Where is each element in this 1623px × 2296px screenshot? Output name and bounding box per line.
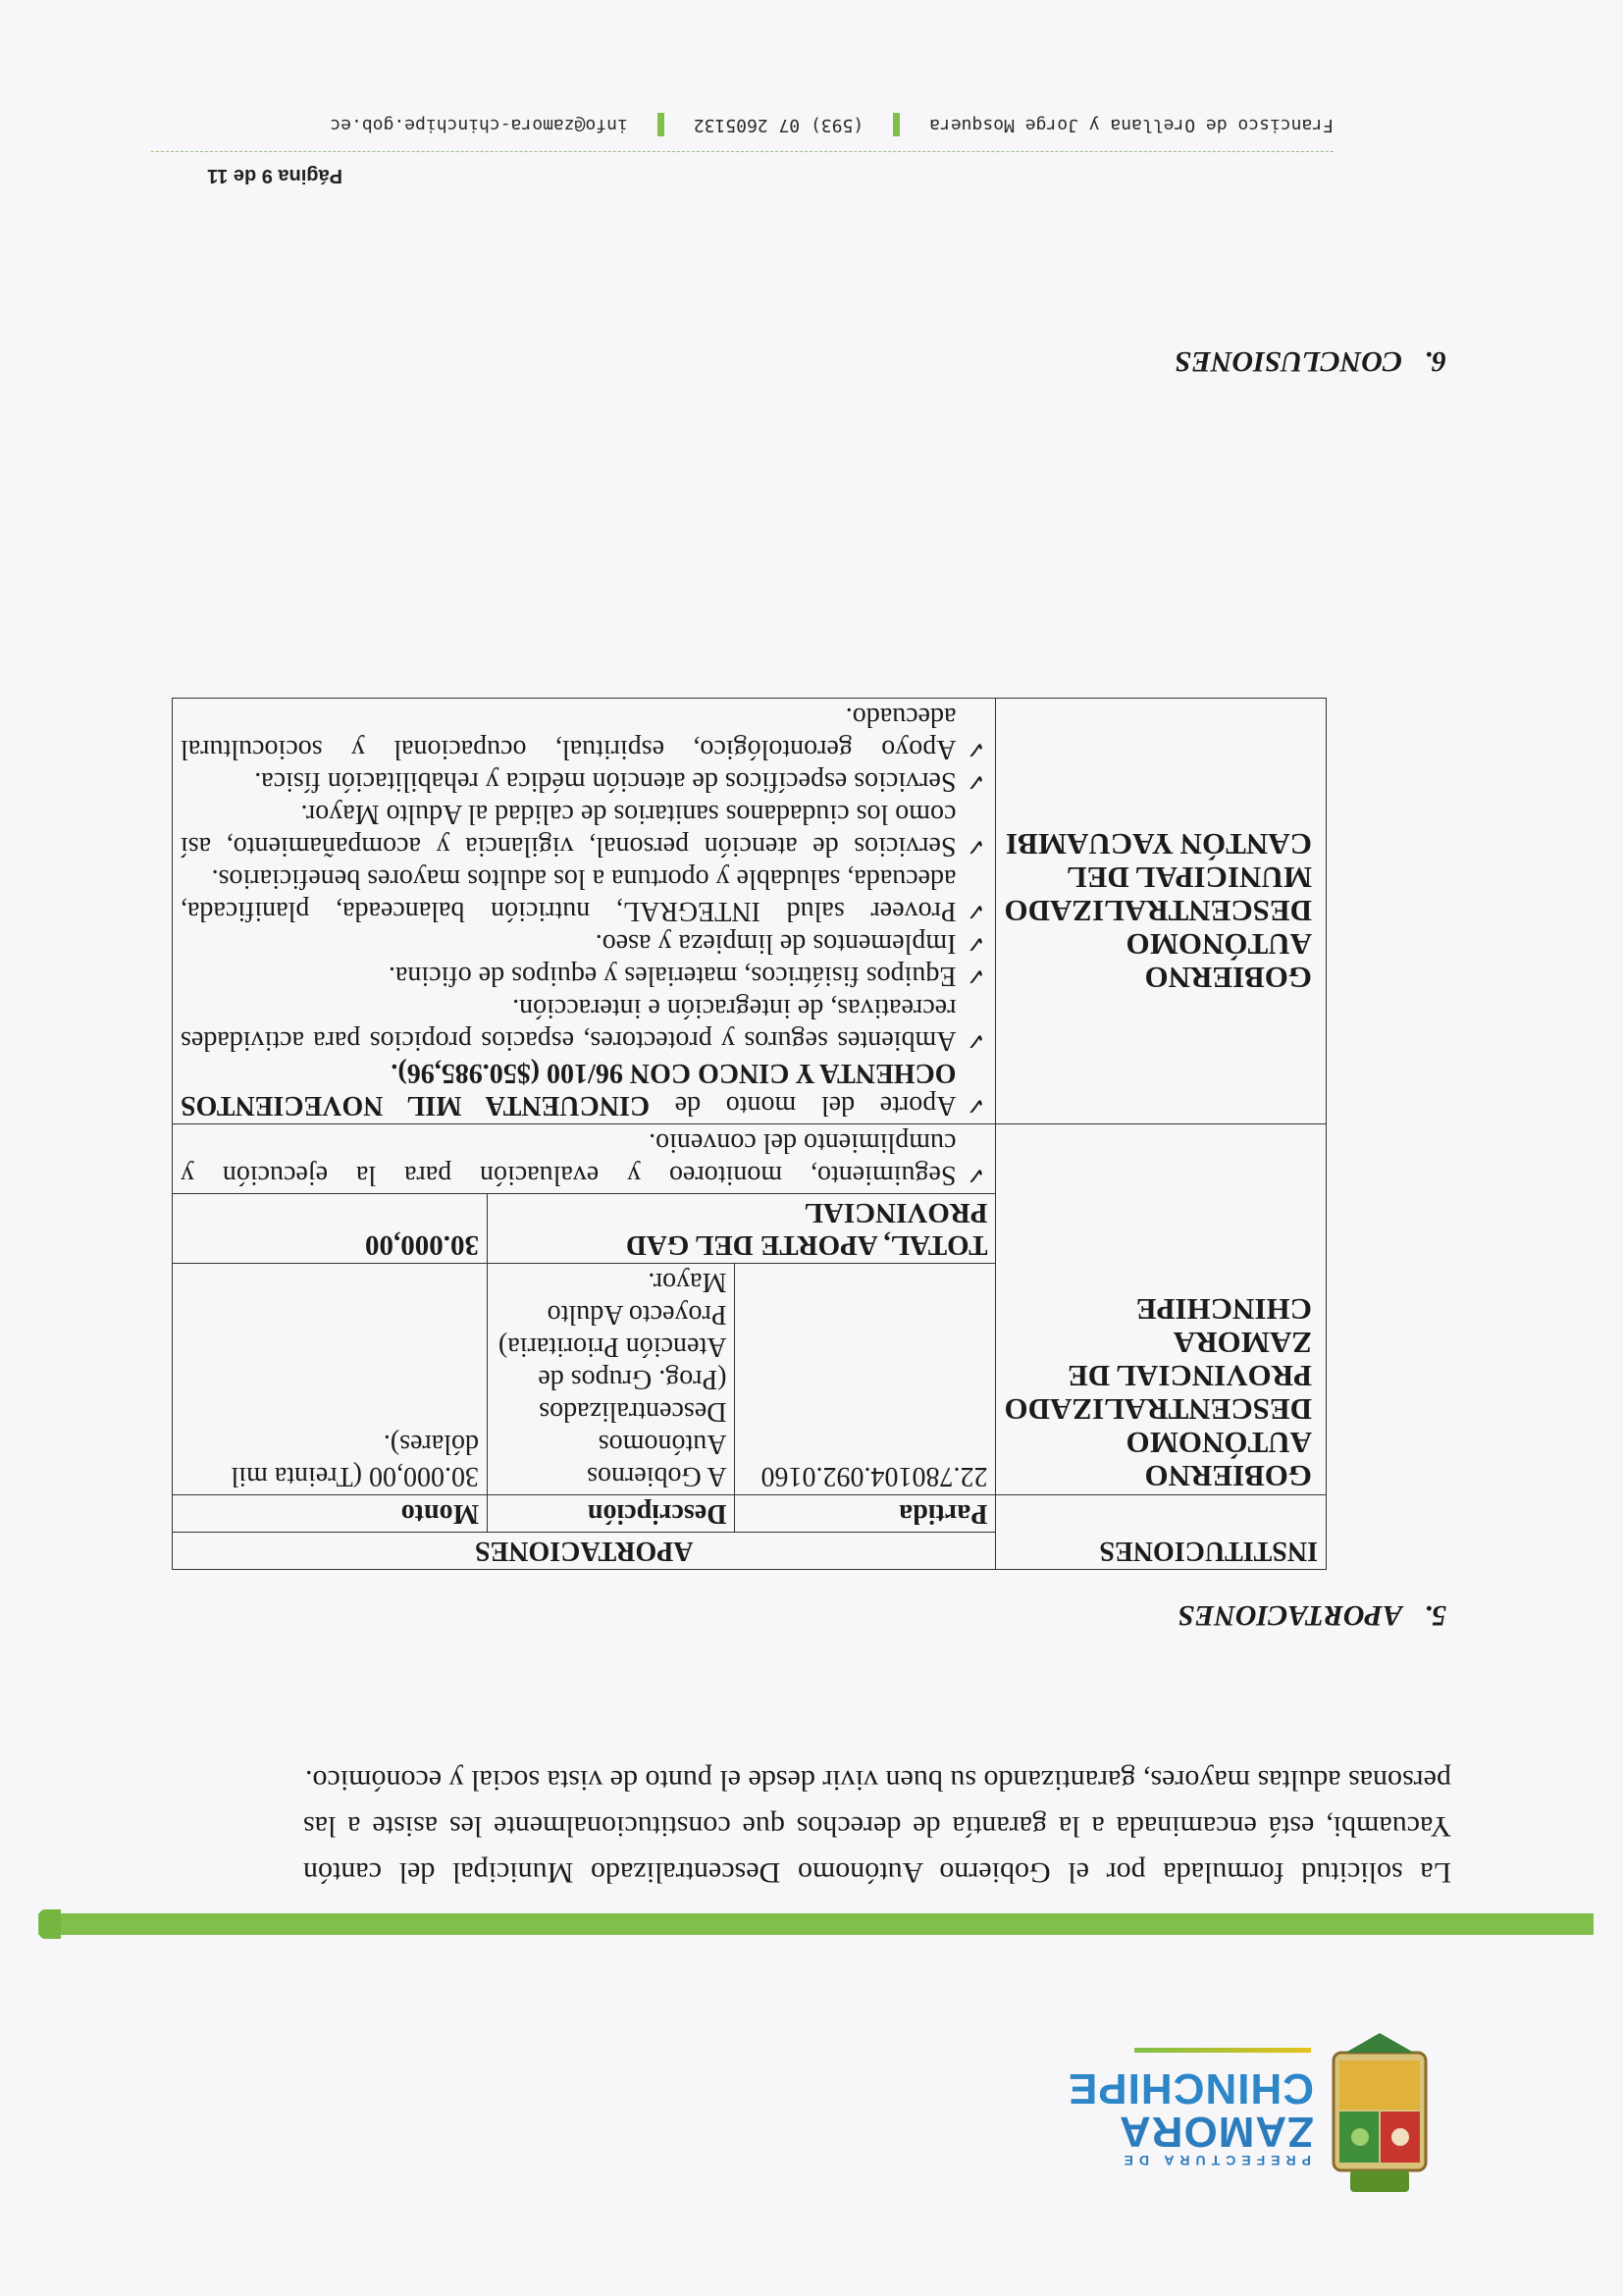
list-item: ✓ Servicios específicos de atención médica y rehabilitación física. [181,765,987,798]
footer-contact [151,113,1334,136]
list-item: ✓ Seguimiento, monitoreo y evaluación para la ejecución y cumplimiento del convenio. [181,1126,987,1191]
header-instituciones: INSTITUCIONES [996,1495,1327,1570]
footer-separator [657,113,664,136]
subheader-partida: Partida [735,1495,996,1533]
list-item: ✓ Equipos fisiátricos, materiales y equipos de oficina. [181,960,987,992]
list-item: ✓ Servicios de atención personal, vigilancia y acompañamiento, así como los ciudadanos sanitarios de calidad al Adulto Mayor. [181,798,987,862]
aporte-amount: CINCUENTA MIL NOVECIENTOS OCHENTA Y CINCO CON 96/100 ($50.985,96). [180,1058,957,1121]
footer-divider [151,151,1334,152]
footer-email: info@zamora-chinchipe.gob.ec [330,115,628,135]
list-item: ✓ Implementos de limpieza y aseo. [181,927,987,960]
aporte-prefix: Aporte del monto de [674,1090,957,1121]
institution-gad-provincial: GOBIERNO AUTÓNOMO DESCENTRALIZADO PROVINCIAL DE ZAMORA CHINCHIPE [996,1124,1327,1495]
brand-prefix: PREFECTURA DE [1118,2153,1311,2168]
commitments-municipal [173,699,996,1124]
coat-of-arms-icon [1326,2028,1434,2200]
page-number: Página 9 de 11 [207,165,342,186]
partida-value: 22.780104.092.0160 [735,1264,996,1495]
monto-value: 30.000,00 (Treinta mil dólares). [173,1264,488,1495]
header-aportaciones: APORTACIONES [173,1533,996,1570]
prefecture-logo [1021,2013,1434,2200]
list-item: ✓ Apoyo gerontológico, espiritual, ocupacional y sociocultural adecuado. [181,701,987,765]
list-item: ✓ Ambientes seguros y protectores, espacios propicios para actividades recreativas, de integración e interacción. [181,992,987,1057]
commitments-provincial [173,1124,996,1194]
brand-name-line1: ZAMORA [1118,2108,1314,2156]
intro-paragraph: La solicitud formulada por el Gobierno Autónomo Descentralizado Municipal del cantón Yacuambi, está encaminada a la garantía de derechos que constitucionalmente les asiste a las personas adultas mayores, garantizando su buen vivir desde el punto de vista social y económico. [303,1764,1451,1889]
table-header-row [173,1533,1327,1570]
footer-phone: (593) 07 2605132 [693,115,864,135]
footer-separator [893,113,900,136]
aportaciones-table [172,698,1327,1570]
descripcion-value: A Gobiernos Autónomos Descentralizados (Prog. Grupos de Atención Prioritaria) Proyecto Adulto Mayor. [488,1264,735,1495]
institution-gad-municipal: GOBIERNO AUTÓNOMO DESCENTRALIZADO MUNICIPAL DEL CANTÓN YACUAMBI [996,699,1327,1124]
footer-address: Francisco de Orellana y Jorge Mosquera [929,115,1334,135]
header-bar-end [39,1909,61,1939]
section-6-number: 6. [1424,345,1446,378]
section-6-heading [1175,344,1446,378]
section-5-heading [1178,1598,1446,1632]
brand-name-line2: CHINCHIPE [1067,2064,1314,2113]
section-5-title: APORTACIONES [1178,1599,1402,1632]
table-row [173,1264,1327,1495]
section-5-number: 5. [1424,1599,1446,1632]
list-item-aporte [181,1057,987,1122]
total-label: TOTAL, APORTE DEL GAD PROVINCIAL [488,1194,996,1264]
section-6-title: CONCLUSIONES [1175,345,1402,378]
brand-underline [1134,2048,1311,2053]
table-row [173,699,1327,1124]
header-green-bar [38,1913,1594,1935]
subheader-descripcion: Descripción [488,1495,735,1533]
total-value: 30.000,00 [173,1194,488,1264]
list-item: ✓ Proveer salud INTEGRAL, nutrición balanceada, planificada, adecuada, saludable y oportuna a los adultos mayores beneficiarios. [181,862,987,927]
subheader-monto: Monto [173,1495,488,1533]
